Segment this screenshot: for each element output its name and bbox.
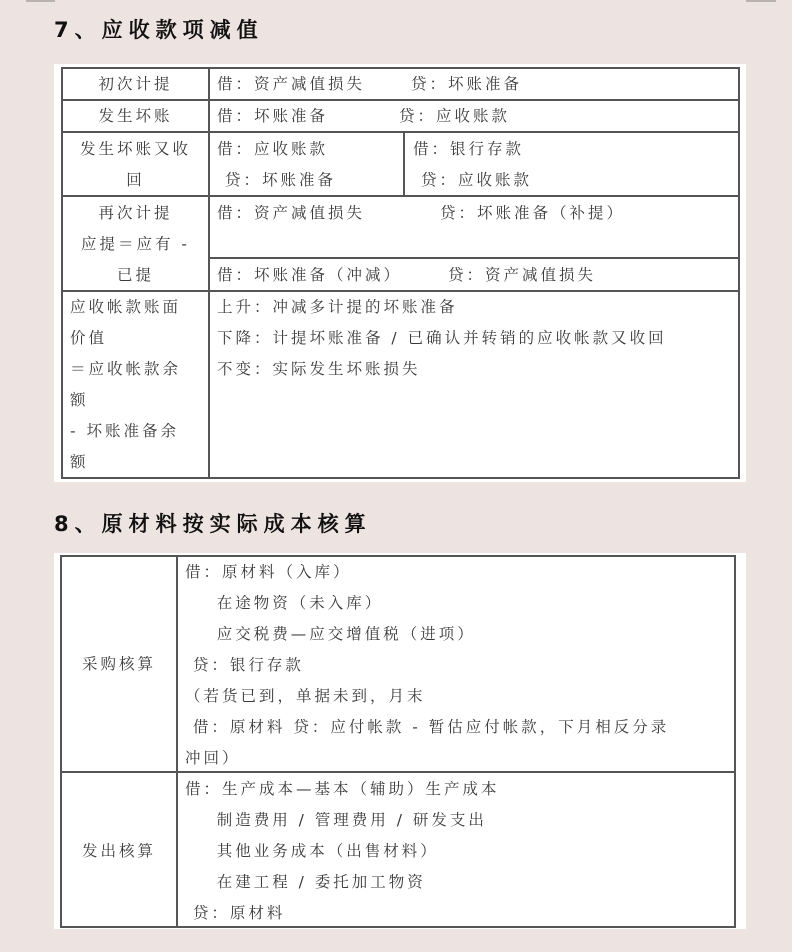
content-line: 贷：原材料 bbox=[185, 904, 286, 922]
sub1-credit: 贷：坏账准备（补提） bbox=[440, 204, 626, 222]
row-label-line: 发生坏账又收 bbox=[79, 140, 191, 158]
row-divider bbox=[60, 771, 736, 773]
row-label: 采购核算 bbox=[81, 655, 156, 673]
credit-entry: 贷：坏账准备 bbox=[411, 75, 523, 93]
sub-row-divider bbox=[208, 257, 740, 259]
content-line: 借：原材料 贷：应付帐款 - 暂估应付帐款，下月相反分录 bbox=[185, 718, 670, 736]
debit-entry: 借：资产减值损失 bbox=[217, 75, 366, 93]
right-entry-debit: 借：银行存款 bbox=[413, 140, 525, 158]
row-label: 发生坏账 bbox=[98, 107, 173, 125]
content-line: 借：原材料（入库） bbox=[185, 563, 352, 581]
section-7-title: 7、应收款项减值 bbox=[54, 18, 264, 42]
border bbox=[738, 67, 740, 479]
row-label-line: - 坏账准备余 bbox=[70, 422, 180, 440]
content-line: 上升：冲减多计提的坏账准备 bbox=[217, 298, 458, 316]
content-line: 下降：计提坏账准备 / 已确认并转销的应收帐款又收回 bbox=[217, 329, 667, 347]
content-line: 制造费用 / 管理费用 / 研发支出 bbox=[185, 811, 487, 829]
row-label-line: 应提＝应有 - bbox=[80, 235, 191, 253]
sub2-credit: 贷：资产减值损失 bbox=[448, 266, 597, 284]
content-line: 借：生产成本—基本（辅助）生产成本 bbox=[185, 780, 500, 798]
row-divider bbox=[61, 99, 740, 101]
row-label-line: 应收帐款账面 bbox=[70, 298, 182, 316]
section-7-panel bbox=[54, 64, 746, 482]
border bbox=[60, 926, 736, 928]
top-mark-right bbox=[746, 0, 776, 2]
row-label: 初次计提 bbox=[98, 75, 173, 93]
content-line: （若货已到，单据未到，月末 bbox=[185, 687, 426, 705]
row-divider bbox=[61, 290, 740, 292]
content-line: 在途物资（未入库） bbox=[185, 594, 384, 612]
content-line: 其他业务成本（出售材料） bbox=[185, 842, 439, 860]
row-label-line: 已提 bbox=[116, 266, 154, 284]
row-label-line: 再次计提 bbox=[98, 204, 173, 222]
border bbox=[60, 555, 736, 557]
column-divider bbox=[208, 67, 210, 479]
row-label-line: 回 bbox=[126, 171, 145, 189]
debit-entry: 借：坏账准备 bbox=[217, 107, 329, 125]
right-entry-credit: 贷：应收账款 bbox=[421, 171, 533, 189]
left-entry-credit: 贷：坏账准备 bbox=[225, 171, 337, 189]
row-label-line: ＝应收帐款余 bbox=[70, 360, 182, 378]
top-mark-left bbox=[26, 0, 55, 2]
border bbox=[61, 67, 740, 69]
row-label-line: 额 bbox=[70, 453, 89, 471]
sub1-debit: 借：资产减值损失 bbox=[217, 204, 366, 222]
row-label-line: 额 bbox=[70, 391, 89, 409]
credit-entry: 贷：应收账款 bbox=[399, 107, 511, 125]
inner-divider bbox=[403, 131, 405, 197]
row-label-line: 价值 bbox=[70, 329, 108, 347]
row-divider bbox=[61, 131, 740, 133]
row-divider bbox=[61, 195, 740, 197]
content-line: 冲回） bbox=[185, 749, 241, 767]
left-entry-debit: 借：应收账款 bbox=[217, 140, 329, 158]
column-divider bbox=[176, 555, 178, 928]
border bbox=[60, 555, 62, 928]
content-line: 不变：实际发生坏账损失 bbox=[217, 360, 421, 378]
border bbox=[61, 477, 740, 479]
content-line: 应交税费—应交增值税（进项） bbox=[185, 625, 476, 643]
row-label: 发出核算 bbox=[81, 842, 156, 860]
content-line: 贷：银行存款 bbox=[185, 656, 304, 674]
section-8-panel bbox=[54, 553, 746, 929]
section-8-title: 8、原材料按实际成本核算 bbox=[54, 512, 372, 536]
content-line: 在建工程 / 委托加工物资 bbox=[185, 873, 426, 891]
border bbox=[734, 555, 736, 928]
sub2-debit: 借：坏账准备（冲减） bbox=[217, 266, 403, 284]
